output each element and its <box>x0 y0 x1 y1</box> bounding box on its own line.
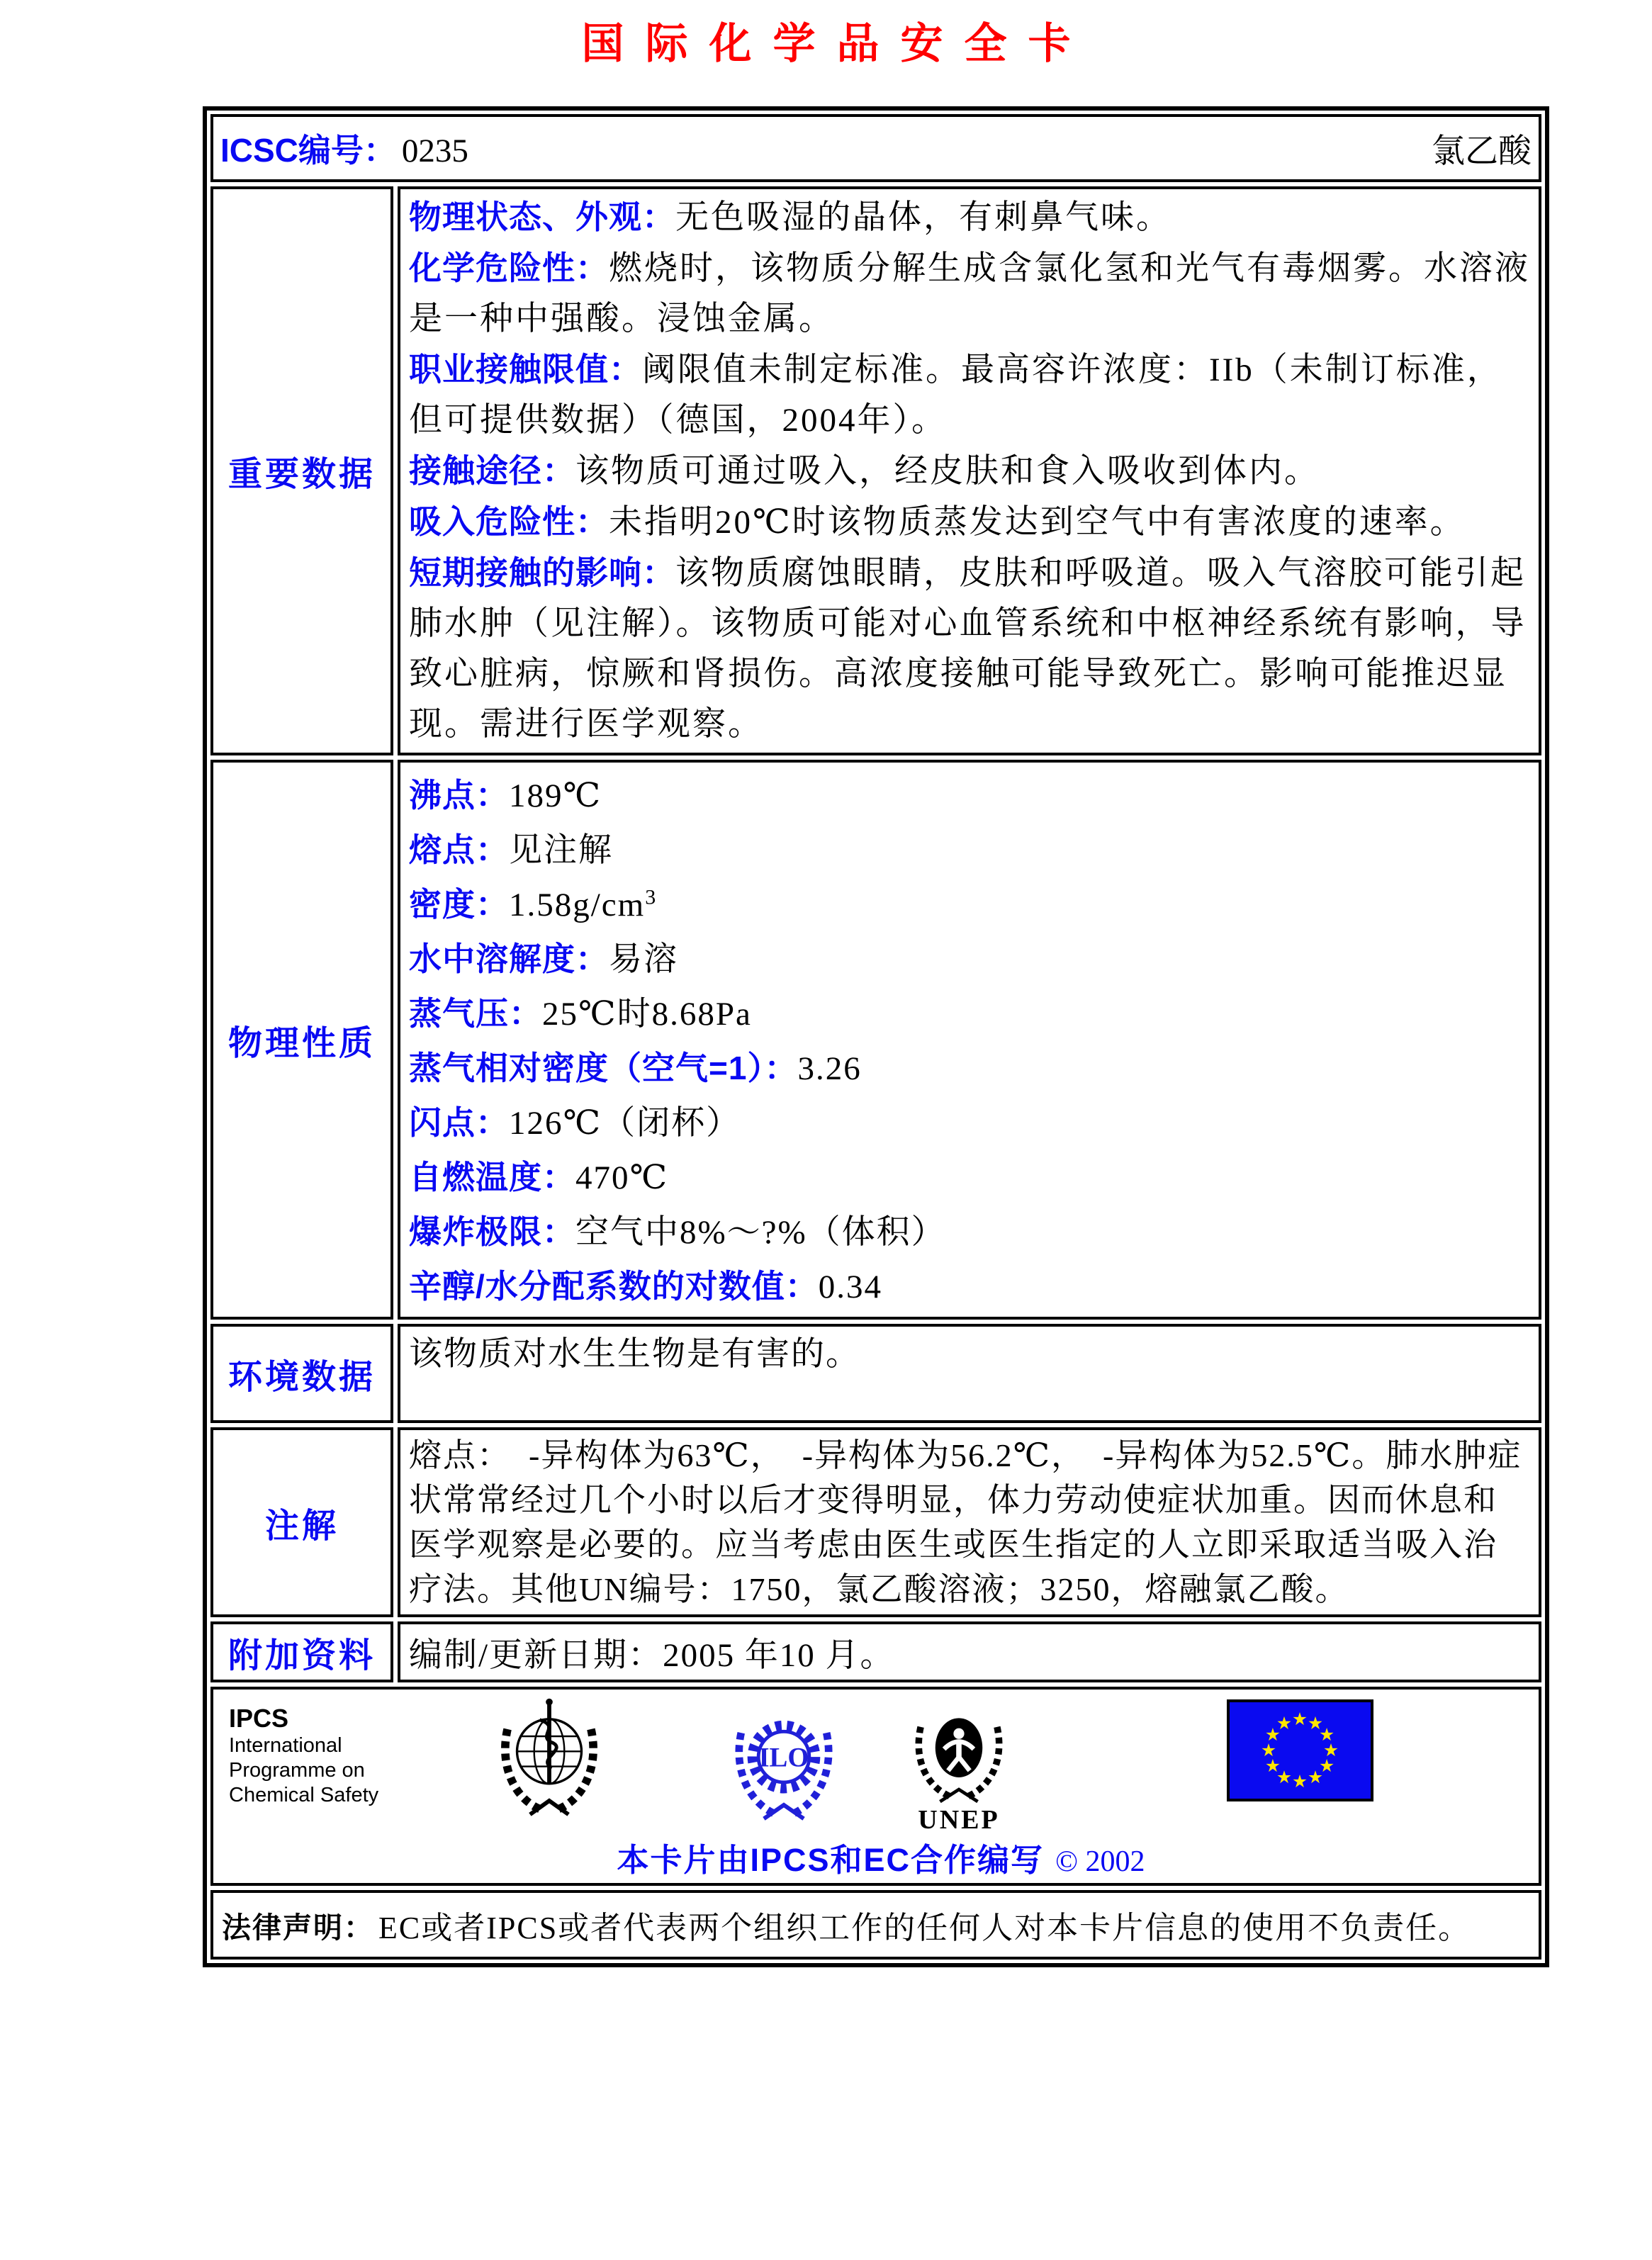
icsc-number-group <box>220 125 468 172</box>
logos-row <box>210 1687 1541 1886</box>
unep-wordmark: UNEP <box>918 1805 1000 1835</box>
additional-info-label-cell <box>210 1621 393 1682</box>
prop-water-solubility: 水中溶解度：易溶 <box>409 940 678 978</box>
environmental-data-row <box>210 1324 1541 1423</box>
prop-melting-point: 熔点：见注解 <box>409 831 613 869</box>
environmental-data-label-cell <box>210 1324 393 1423</box>
section-label-important-data: 重要数据 <box>227 456 376 493</box>
update-date-label: 编制/更新日期： <box>409 1636 663 1674</box>
chemical-name: 氯乙酸 <box>1432 133 1532 170</box>
entry-physical-state: 物理状态、外观：无色吸湿的晶体，有刺鼻气味。 <box>409 198 1171 236</box>
ilo-letters: ILO <box>758 1742 809 1773</box>
section-label-physical-properties: 物理性质 <box>227 1024 376 1062</box>
update-date-value: 2005 年10 月。 <box>663 1636 895 1674</box>
eu-flag-icon <box>1227 1699 1373 1801</box>
ipcs-line-3: Chemical Safety <box>229 1784 379 1806</box>
icsc-number-value: 0235 <box>401 133 468 169</box>
header-cell <box>210 114 1541 182</box>
important-data-label-cell <box>210 186 393 755</box>
prop-vapor-relative-density: 蒸气相对密度（空气=1）：3.26 <box>409 1050 862 1087</box>
prop-explosive-limits: 爆炸极限：空气中8%～?%（体积） <box>409 1213 946 1251</box>
legal-notice-label: 法律声明： <box>222 1911 374 1944</box>
additional-info-row <box>210 1621 1541 1682</box>
notes-row <box>210 1427 1541 1617</box>
notes-text: 熔点： -异构体为63℃， -异构体为56.2℃， -异构体为52.5℃。肺水肿症状常常经过几个小时以后才变得明显，体力劳动使症状加重。因而休息和医学观察是必要的。应当考虑由医生或医生指定的人立即采取适当吸入治疗法。其他UN编号：1750，氯乙酸溶液；3250，熔融氯乙酸。 <box>409 1437 1522 1607</box>
legal-notice-text: EC或者IPCS或者代表两个组织工作的任何人对本卡片信息的使用不负责任。 <box>378 1911 1471 1945</box>
physical-properties-row <box>210 760 1541 1320</box>
entry-chemical-dangers: 化学危险性：燃烧时，该物质分解生成含氯化氢和光气有毒烟雾。水溶液是一种中强酸。浸蚀金属。 <box>409 249 1530 337</box>
who-emblem-icon <box>493 1694 606 1821</box>
unep-wreath-figure <box>905 1694 1013 1806</box>
logos-strip <box>223 1694 1539 1834</box>
prop-density: 密度：$1.58g/cm^3$ <box>409 885 658 923</box>
unep-emblem-icon <box>902 1694 1016 1834</box>
entry-inhalation-risk: 吸入危险性：未指明20℃时该物质蒸发达到空气中有害浓度的速率。 <box>409 503 1466 541</box>
environmental-data-text: 该物质对水生生物是有害的。 <box>409 1336 860 1373</box>
entry-short-term-effects: 短期接触的影响：该物质腐蚀眼睛，皮肤和呼吸道。吸入气溶胶可能引起肺水肿（见注解）。该物质可能对心血管系统和中枢神经系统有影响，导致心脏病，惊厥和肾损伤。高浓度接触可能导致死亡。影响可能推迟显现。需进行医学观察。 <box>409 554 1527 743</box>
icsc-card <box>203 106 1549 1967</box>
credit-text: 本卡片由IPCS和EC合作编写 <box>617 1842 1045 1878</box>
ipcs-line-1: International <box>229 1734 342 1757</box>
ilo-emblem-icon <box>725 1694 843 1826</box>
section-label-notes: 注解 <box>264 1507 339 1545</box>
credit-line <box>223 1834 1539 1880</box>
icsc-number-label: ICSC编号： <box>220 132 396 169</box>
notes-content <box>398 1427 1541 1617</box>
additional-info-content <box>398 1621 1541 1682</box>
entry-routes-of-exposure: 接触途径：该物质可通过吸入，经皮肤和食入吸收到体内。 <box>409 452 1320 490</box>
density-exponent: 3 <box>645 885 658 909</box>
prop-vapor-pressure: 蒸气压：25℃时8.68Pa <box>409 995 752 1033</box>
important-data-content <box>398 186 1541 755</box>
notes-label-cell <box>210 1427 393 1617</box>
physical-properties-label-cell <box>210 760 393 1320</box>
ipcs-title: IPCS <box>229 1704 289 1733</box>
logos-cell <box>210 1687 1541 1886</box>
copyright-text: © 2002 <box>1055 1845 1145 1878</box>
prop-autoignition-temperature: 自燃温度：470℃ <box>409 1159 669 1196</box>
header-row <box>210 114 1541 182</box>
ipcs-line-2: Programme on <box>229 1759 365 1782</box>
update-date-line <box>409 1629 895 1676</box>
entry-occupational-exposure-limits: 职业接触限值：阈限值未制定标准。最高容许浓度：IIb（未制订标准，但可提供数据）（德国，2004年）。 <box>409 351 1502 439</box>
legal-cell <box>210 1890 1541 1960</box>
important-data-row <box>210 186 1541 755</box>
ipcs-text-block <box>223 1694 493 1808</box>
section-label-environmental-data: 环境数据 <box>227 1358 376 1396</box>
environmental-data-content <box>398 1324 1541 1423</box>
legal-row <box>210 1890 1541 1960</box>
page-title: 国际化学品安全卡 <box>581 20 1092 67</box>
section-label-additional-info: 附加资料 <box>227 1636 376 1675</box>
prop-octanol-water-partition: 辛醇/水分配系数的对数值：0.34 <box>409 1268 883 1305</box>
prop-boiling-point: 沸点：189℃ <box>409 777 602 814</box>
physical-properties-content <box>398 760 1541 1320</box>
prop-flash-point: 闪点：126℃（闭杯） <box>409 1104 741 1142</box>
